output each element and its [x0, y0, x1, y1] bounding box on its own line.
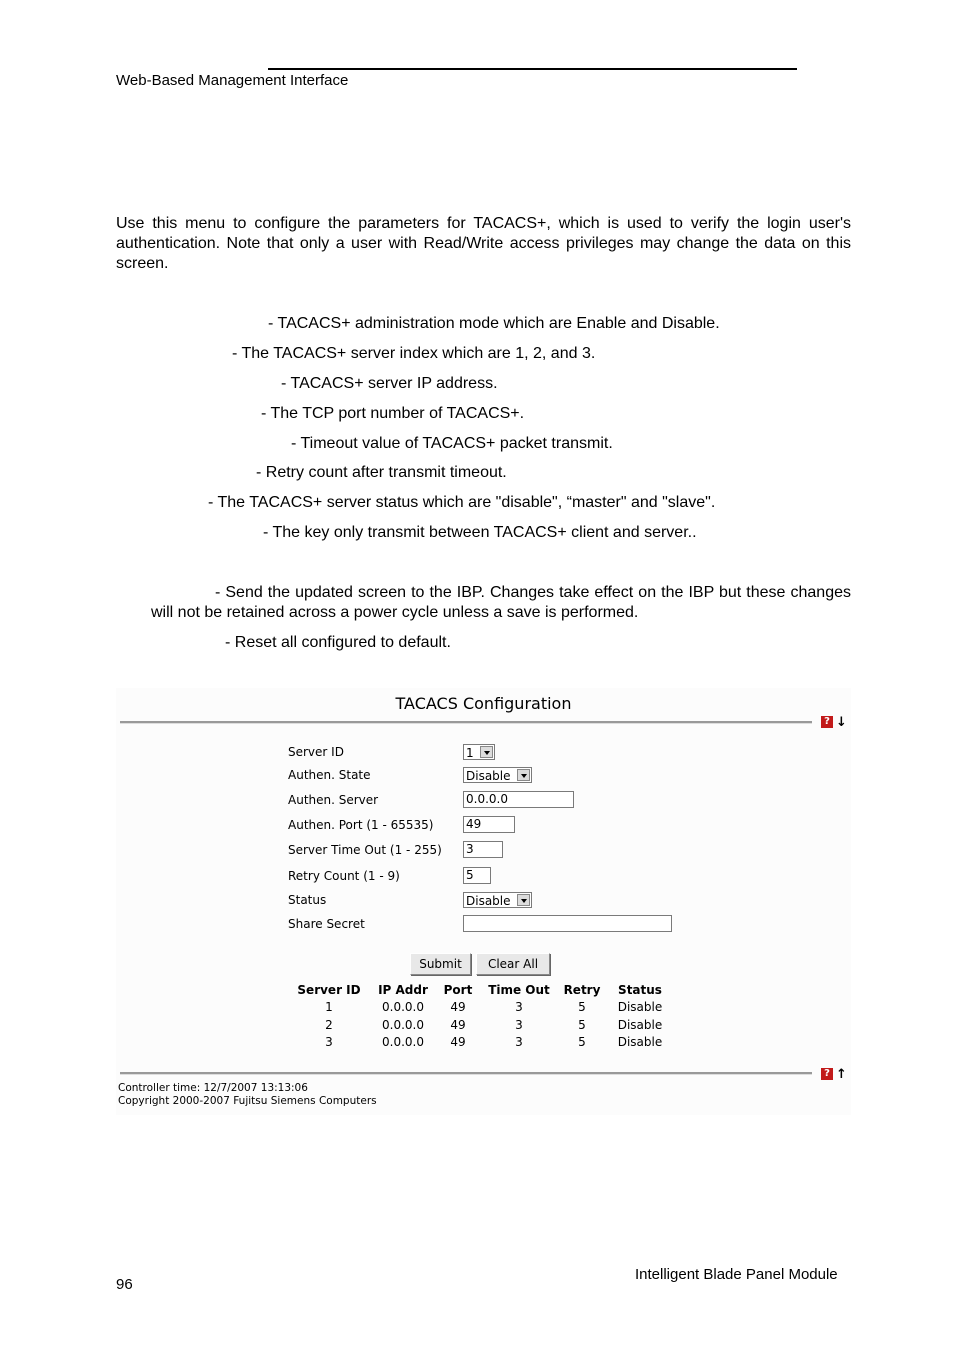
share-secret-input[interactable]	[463, 915, 672, 932]
cell-time-out: 3	[515, 1018, 523, 1032]
retry-label: Retry Count (1 - 9)	[288, 869, 400, 883]
cell-server-id: 1	[325, 1000, 333, 1014]
cell-status: Disable	[617, 1000, 663, 1014]
table-header-ip-addr: IP Addr	[378, 983, 428, 997]
server-id-value: 1	[466, 746, 474, 760]
authen-port-label: Authen. Port (1 - 65535)	[288, 818, 434, 832]
description-timeout: - Timeout value of TACACS+ packet transmit.	[291, 435, 613, 452]
description-clear: - Reset all configured to default.	[225, 634, 451, 651]
description-submit: - Send the updated screen to the IBP. Changes take effect on the IBP but these changes will not be retained across a power cycle unless a save is performed.	[151, 584, 851, 621]
authen-server-input[interactable]: 0.0.0.0	[463, 791, 574, 808]
cell-port: 49	[450, 1018, 466, 1032]
server-id-label: Server ID	[288, 745, 344, 759]
table-header-server-id: Server ID	[297, 983, 361, 997]
table-header-status: Status	[618, 983, 662, 997]
retry-input[interactable]: 5	[463, 867, 491, 884]
bottom-divider	[120, 1072, 812, 1075]
authen-port-input[interactable]: 49	[463, 816, 515, 833]
cell-ip-addr: 0.0.0.0	[382, 1000, 424, 1014]
status-value: Disable	[466, 894, 511, 908]
status-select[interactable]	[463, 892, 532, 908]
copyright: Copyright 2000-2007 Fujitsu Siemens Computers	[118, 1095, 377, 1107]
authen-server-label: Authen. Server	[288, 793, 379, 807]
cell-retry: 5	[578, 1018, 586, 1032]
cell-ip-addr: 0.0.0.0	[382, 1018, 424, 1032]
description-status: - The TACACS+ server status which are "disable", “master" and "slave".	[208, 494, 716, 511]
page-number: 96	[116, 1276, 133, 1293]
intro-paragraph: Use this menu to configure the parameters for TACACS+, which is used to verify the login user's authentication. Note that only a user with Read/Write access privileges may change the data on this screen.	[116, 215, 851, 272]
tacacs-config-screenshot	[116, 688, 851, 1115]
table-header-port: Port	[443, 983, 473, 997]
description-port: - The TCP port number of TACACS+.	[261, 405, 525, 422]
cell-server-id: 2	[325, 1018, 333, 1032]
authen-state-label: Authen. State	[288, 768, 371, 782]
status-label: Status	[288, 893, 327, 907]
cell-time-out: 3	[515, 1035, 523, 1049]
header-rule	[268, 68, 797, 70]
cell-retry: 5	[578, 1000, 586, 1014]
authen-state-select[interactable]	[463, 767, 532, 783]
arrow-down-icon[interactable]: ↓	[836, 715, 847, 730]
clear-all-button[interactable]: Clear All	[476, 953, 550, 975]
timeout-label: Server Time Out (1 - 255)	[288, 843, 442, 857]
question-mark-icon[interactable]: ?	[821, 1068, 833, 1080]
cell-ip-addr: 0.0.0.0	[382, 1035, 424, 1049]
description-server-ip: - TACACS+ server IP address.	[281, 375, 498, 392]
footer-title: Intelligent Blade Panel Module	[635, 1266, 838, 1283]
description-secret: - The key only transmit between TACACS+ client and server..	[263, 524, 697, 541]
share-secret-label: Share Secret	[288, 917, 365, 931]
server-id-select[interactable]	[463, 744, 495, 760]
cell-time-out: 3	[515, 1000, 523, 1014]
cell-port: 49	[450, 1000, 466, 1014]
cell-port: 49	[450, 1035, 466, 1049]
description-admin-mode: - TACACS+ administration mode which are Enable and Disable.	[268, 315, 720, 332]
cell-status: Disable	[617, 1035, 663, 1049]
header-title: Web-Based Management Interface	[116, 72, 349, 89]
timeout-input[interactable]: 3	[463, 841, 503, 858]
chevron-down-icon	[517, 769, 530, 781]
submit-button[interactable]: Submit	[410, 953, 471, 975]
screen-title: TACACS Configuration	[395, 694, 572, 713]
chevron-down-icon	[480, 746, 493, 758]
cell-status: Disable	[617, 1018, 663, 1032]
cell-server-id: 3	[325, 1035, 333, 1049]
authen-state-value: Disable	[466, 769, 511, 783]
controller-time: Controller time: 12/7/2007 13:13:06	[118, 1082, 308, 1094]
table-header-retry: Retry	[563, 983, 601, 997]
description-retry: - Retry count after transmit timeout.	[256, 464, 507, 481]
question-mark-icon[interactable]: ?	[821, 716, 833, 728]
arrow-up-icon[interactable]: ↑	[836, 1067, 847, 1082]
cell-retry: 5	[578, 1035, 586, 1049]
top-divider	[120, 721, 812, 724]
table-header-time-out: Time Out	[488, 983, 550, 997]
chevron-down-icon	[517, 894, 530, 906]
description-server-index: - The TACACS+ server index which are 1, 2, and 3.	[232, 345, 596, 362]
